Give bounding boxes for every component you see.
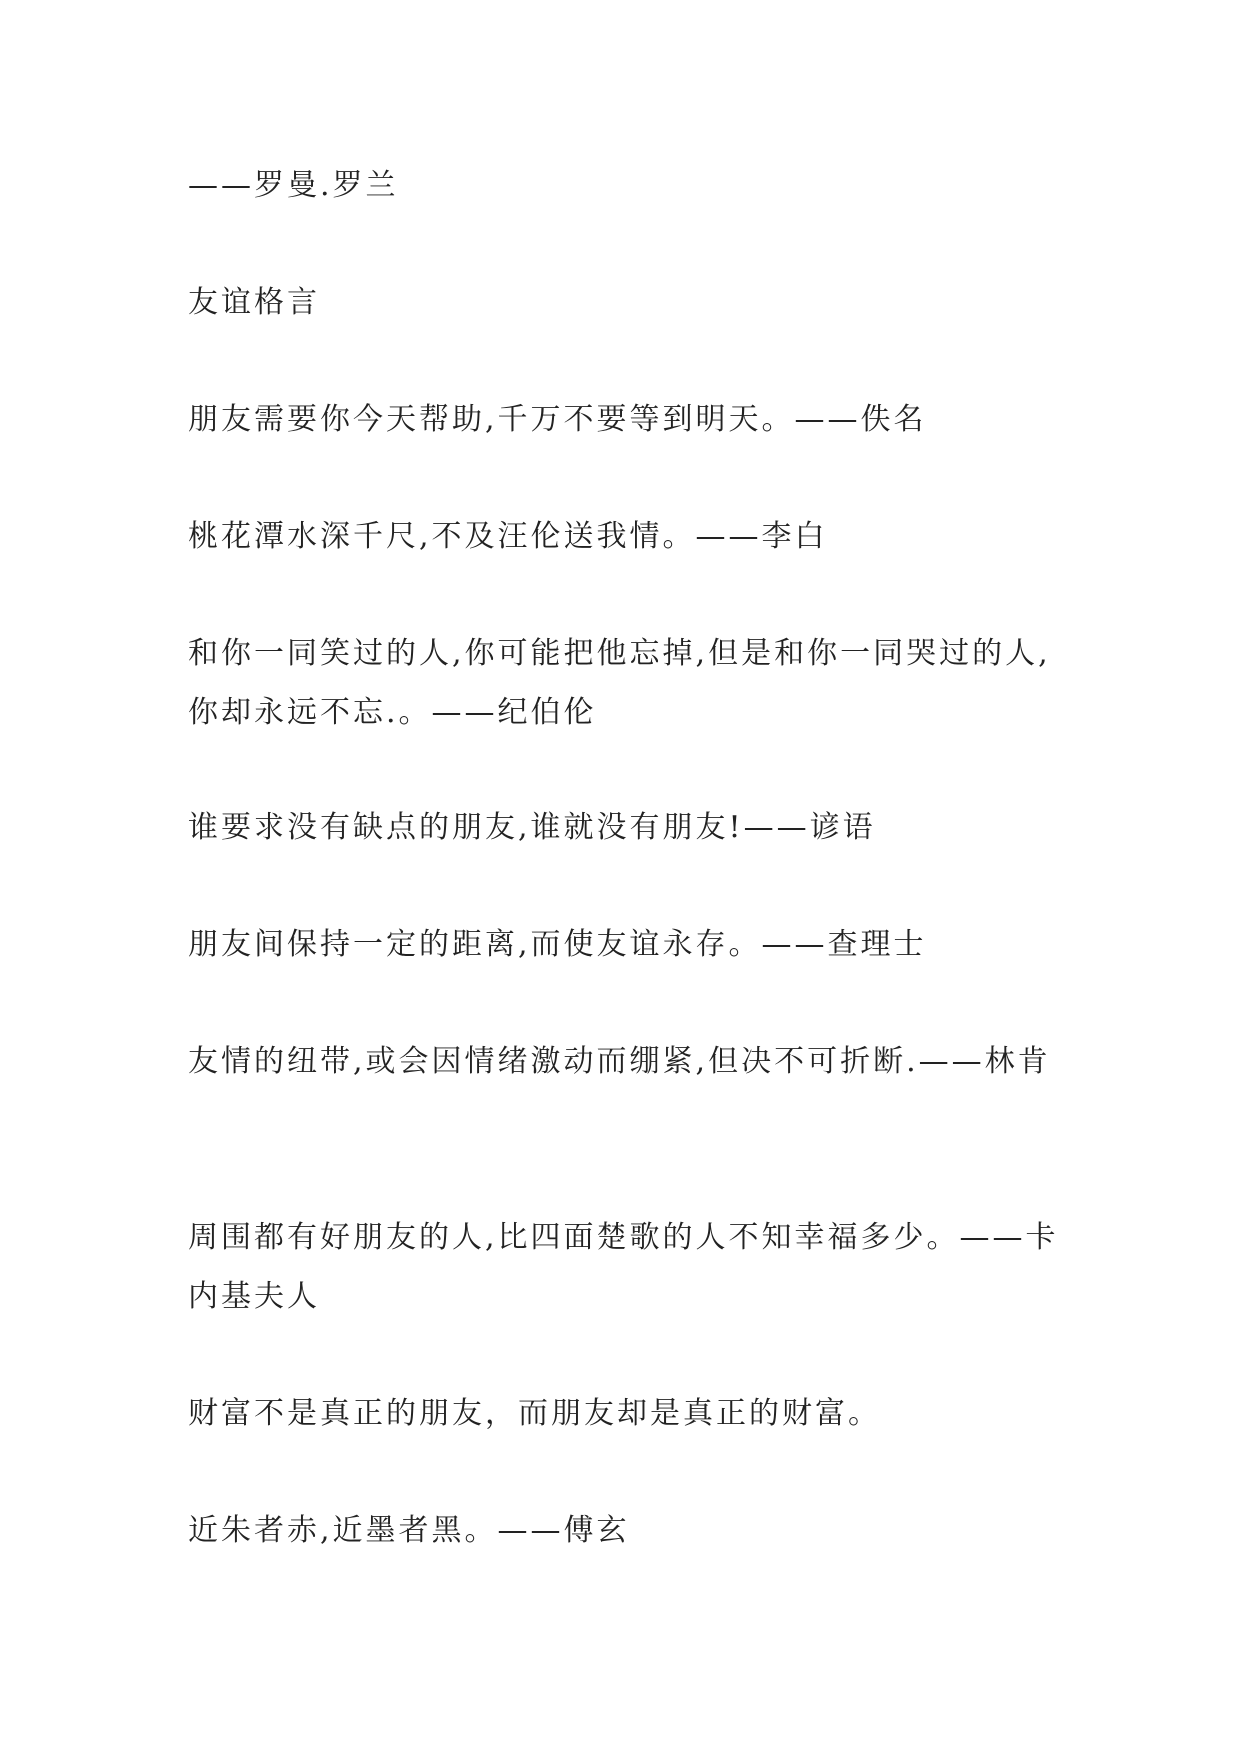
quote-line: 谁要求没有缺点的朋友,谁就没有朋友!——谚语 bbox=[188, 810, 876, 845]
quote-line: 财富不是真正的朋友，而朋友却是真正的财富。 bbox=[188, 1396, 881, 1431]
quote-line: 和你一同笑过的人,你可能把他忘掉,但是和你一同哭过的人,你却永远不忘.。——纪伯伦 bbox=[188, 636, 1051, 730]
quote-line: 朋友间保持一定的距离,而使友谊永存。——查理士 bbox=[188, 927, 927, 962]
section-heading: 友谊格言 bbox=[188, 285, 320, 320]
quote-line: 友情的纽带,或会因情绪激动而绷紧,但决不可折断.——林肯 bbox=[188, 1044, 1051, 1079]
quote-line: 朋友需要你今天帮助,千万不要等到明天。——佚名 bbox=[188, 402, 927, 437]
quote-line: 近朱者赤,近墨者黑。——傅玄 bbox=[188, 1513, 630, 1548]
quote-line: 桃花潭水深千尺,不及汪伦送我情。——李白 bbox=[188, 519, 828, 554]
quote-attribution-line: ——罗曼.罗兰 bbox=[188, 168, 399, 203]
quote-line: 周围都有好朋友的人,比四面楚歌的人不知幸福多少。——卡内基夫人 bbox=[188, 1220, 1059, 1314]
